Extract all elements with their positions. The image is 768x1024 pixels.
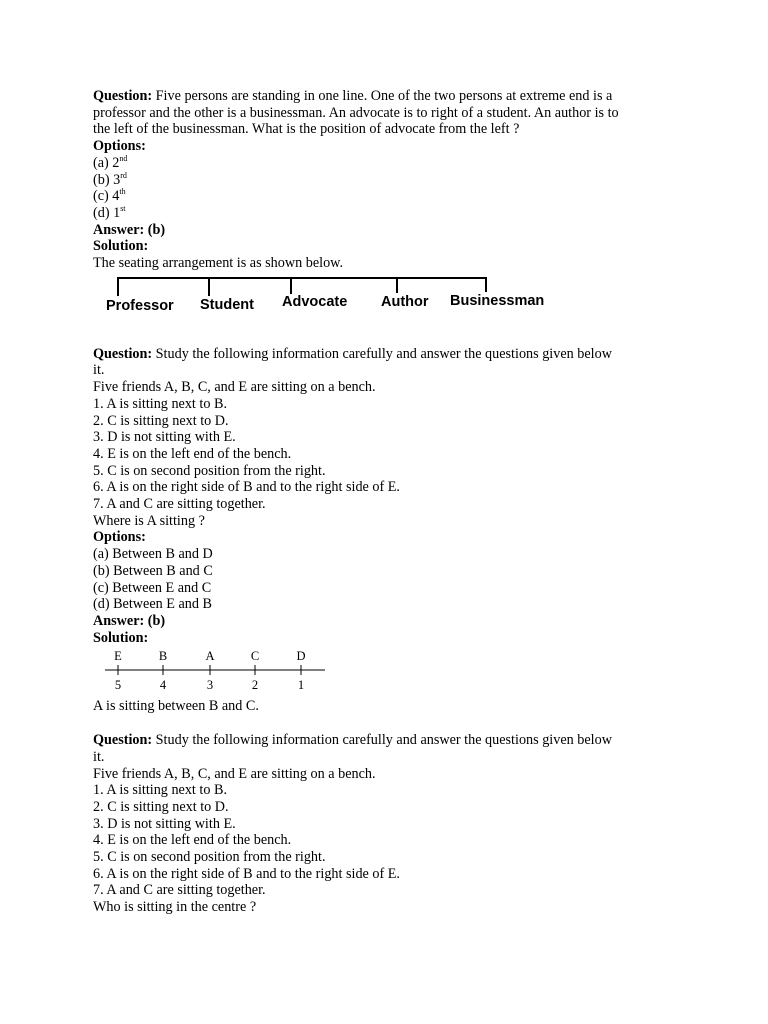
statement: 4. E is on the left end of the bench. <box>93 445 292 462</box>
statement: 6. A is on the right side of B and to the right side of E. <box>93 865 400 882</box>
seating-diagram <box>103 276 573 326</box>
statement: 5. C is on second position from the right. <box>93 849 326 866</box>
options-label: Options: <box>93 529 146 546</box>
question-3-line-1 <box>93 732 673 749</box>
statement: 1. A is sitting next to B. <box>93 782 228 799</box>
bench-letter: E <box>114 649 122 664</box>
option-d: (d) Between E and B <box>93 596 212 613</box>
statement: 5. C is on second position from the right. <box>93 462 326 479</box>
statement: 2. C is sitting next to D. <box>93 798 229 815</box>
question-label: Question: <box>93 732 153 749</box>
question-text: it. <box>93 362 105 379</box>
solution-label: Solution: <box>93 238 149 255</box>
option-d: (d) 1st <box>93 203 126 221</box>
options-label: Options: <box>93 138 146 155</box>
question-ask: Who is sitting in the centre ? <box>93 899 257 916</box>
question-label: Question: <box>93 88 153 104</box>
seat-professor: Professor <box>106 297 174 314</box>
statement: 1. A is sitting next to B. <box>93 395 228 412</box>
bench-number: 3 <box>206 678 214 693</box>
bench-number: 2 <box>251 678 259 693</box>
question-text: Study the following information carefully and answer the questions given below <box>152 345 612 362</box>
question-intro: Five friends A, B, C, and E are sitting on a bench. <box>93 765 376 782</box>
bench-letter: B <box>158 649 168 664</box>
answer-label: Answer: (b) <box>93 221 166 238</box>
question-2-line-1 <box>93 346 673 363</box>
question-text: professor and the other is a businessman. An advocate is to right of a student. An author is to <box>93 104 619 121</box>
bench-number: 5 <box>114 678 122 693</box>
question-1 <box>93 88 673 326</box>
seat-advocate: Advocate <box>282 293 348 310</box>
question-text: the left of the businessman. What is the position of advocate from the left ? <box>93 121 520 138</box>
answer-label: Answer: (b) <box>93 612 166 629</box>
question-2 <box>93 346 673 715</box>
option-a: (a) Between B and D <box>93 546 213 563</box>
question-ask: Where is A sitting ? <box>93 512 205 529</box>
seat-student: Student <box>200 296 254 313</box>
statement: 2. C is sitting next to D. <box>93 412 229 429</box>
bench-letter: A <box>205 649 215 664</box>
seat-author: Author <box>381 293 429 310</box>
bench-letter: D <box>296 649 306 664</box>
document-page <box>93 88 673 933</box>
question-intro: Five friends A, B, C, and E are sitting on a bench. <box>93 379 376 396</box>
option-b: (b) 3rd <box>93 170 127 188</box>
statement: 3. D is not sitting with E. <box>93 815 236 832</box>
solution-text: The seating arrangement is as shown below. <box>93 255 344 272</box>
question-1-line-1 <box>93 88 673 105</box>
question-text: Five persons are standing in one line. One of the two persons at extreme end is a <box>152 88 613 104</box>
option-c: (c) Between E and C <box>93 579 212 596</box>
seat-businessman: Businessman <box>450 292 545 309</box>
bench-number: 1 <box>297 678 305 693</box>
statement: 7. A and C are sitting together. <box>93 496 266 513</box>
solution-text: A is sitting between B and C. <box>93 698 259 715</box>
statement: 7. A and C are sitting together. <box>93 882 266 899</box>
question-label: Question: <box>93 345 153 362</box>
statement: 4. E is on the left end of the bench. <box>93 832 292 849</box>
option-b: (b) Between B and C <box>93 562 213 579</box>
bench-line-diagram <box>103 648 343 694</box>
option-c: (c) 4th <box>93 187 126 205</box>
bench-number: 4 <box>159 678 167 693</box>
bench-letter: C <box>250 649 260 664</box>
solution-label: Solution: <box>93 629 149 646</box>
question-3 <box>93 732 673 916</box>
question-text: Study the following information carefully and answer the questions given below <box>152 732 612 749</box>
statement: 3. D is not sitting with E. <box>93 429 236 446</box>
statement: 6. A is on the right side of B and to the right side of E. <box>93 479 400 496</box>
question-text: it. <box>93 748 105 765</box>
option-a: (a) 2nd <box>93 153 128 171</box>
